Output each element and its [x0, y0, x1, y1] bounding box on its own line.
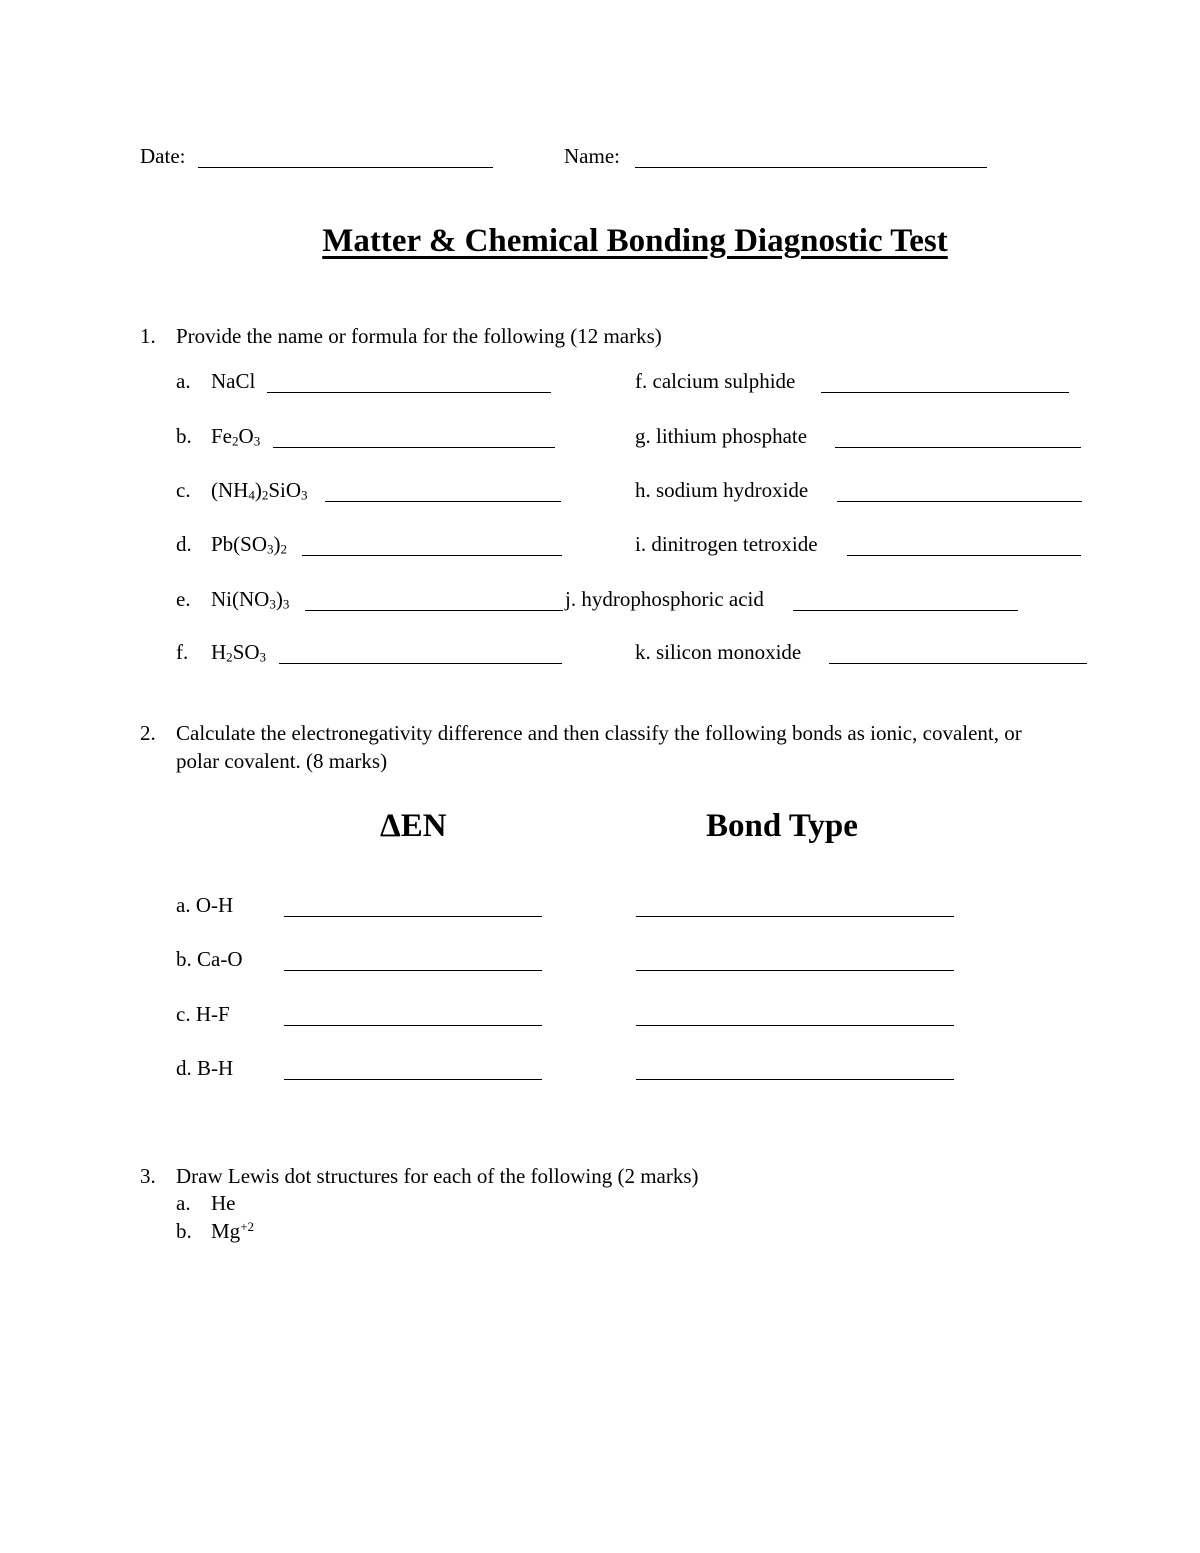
q1-answer-line-name-g[interactable]: [835, 447, 1081, 448]
q1-letter-b: b.: [176, 424, 192, 448]
q2-type-line-d[interactable]: [636, 1079, 954, 1080]
q3-number: 3.: [140, 1164, 156, 1188]
q1-name-f: f. calcium sulphide: [635, 369, 796, 393]
q2-bond-d: d. B-H: [176, 1056, 234, 1080]
q3-item-b: $Mg^{+2}$: [211, 1218, 255, 1243]
date-label: Date:: [140, 144, 186, 168]
q1-answer-line-a[interactable]: [267, 392, 551, 393]
q1-name-j: j. hydrophosphoric acid: [565, 587, 764, 611]
q3-letter-a: a.: [176, 1191, 191, 1215]
name-line[interactable]: [635, 167, 987, 168]
q2-number: 2.: [140, 721, 156, 745]
q1-formula-d: $Pb(SO_3)_2$: [211, 532, 288, 557]
q2-en-line-d[interactable]: [284, 1079, 542, 1080]
col-header-delta-en: ΔEN: [380, 808, 447, 844]
q2-bond-b: b. Ca-O: [176, 947, 243, 971]
q1-answer-line-name-i[interactable]: [847, 555, 1081, 556]
q2-en-line-c[interactable]: [284, 1025, 542, 1026]
q2-bond-c: c. H-F: [176, 1002, 230, 1026]
q1-formula-b: $Fe_2O_3$: [211, 424, 261, 449]
q3-prompt: Draw Lewis dot structures for each of the following (2 marks): [176, 1164, 699, 1188]
q1-answer-line-name-k[interactable]: [829, 663, 1087, 664]
q1-answer-line-f[interactable]: [279, 663, 562, 664]
q1-formula-f: $H_2SO_3$: [211, 640, 267, 665]
q1-number: 1.: [140, 324, 156, 348]
q1-name-k: k. silicon monoxide: [635, 640, 802, 664]
q1-answer-line-d[interactable]: [302, 555, 562, 556]
q1-letter-f: f.: [176, 640, 189, 664]
q1-name-h: h. sodium hydroxide: [635, 478, 809, 502]
q2-type-line-c[interactable]: [636, 1025, 954, 1026]
q2-type-line-a[interactable]: [636, 916, 954, 917]
date-field: [140, 144, 185, 169]
name-field: [564, 144, 620, 169]
q1-formula-e: $Ni(NO_3)_3$: [211, 587, 290, 612]
date-line[interactable]: [198, 167, 493, 168]
q2-prompt-line1: Calculate the electronegativity difference and then classify the following bonds as ionic, covalent, or: [176, 721, 1022, 745]
col-header-bond-type: Bond Type: [706, 808, 858, 844]
q1-answer-line-name-j[interactable]: [793, 610, 1018, 611]
q3-item-a: He: [211, 1191, 236, 1215]
q2-prompt-line2: polar covalent. (8 marks): [176, 749, 388, 773]
q1-name-i: i. dinitrogen tetroxide: [635, 532, 818, 556]
q1-answer-line-b[interactable]: [273, 447, 555, 448]
q1-letter-c: c.: [176, 478, 191, 502]
q2-type-line-b[interactable]: [636, 970, 954, 971]
q1-answer-line-e[interactable]: [305, 610, 563, 611]
q1-name-g: g. lithium phosphate: [635, 424, 808, 448]
q2-en-line-b[interactable]: [284, 970, 542, 971]
q1-letter-e: e.: [176, 587, 191, 611]
q1-formula-a: NaCl: [211, 369, 256, 393]
q1-letter-a: a.: [176, 369, 191, 393]
q1-letter-d: d.: [176, 532, 192, 556]
q3-letter-b: b.: [176, 1219, 192, 1243]
q1-prompt: Provide the name or formula for the following (12 marks): [176, 324, 662, 348]
q1-answer-line-c[interactable]: [325, 501, 561, 502]
page-title: Matter & Chemical Bonding Diagnostic Test: [322, 223, 948, 259]
q2-en-line-a[interactable]: [284, 916, 542, 917]
name-label: Name:: [564, 144, 620, 168]
q2-bond-a: a. O-H: [176, 893, 234, 917]
q1-answer-line-name-f[interactable]: [821, 392, 1069, 393]
q1-formula-c: $(NH_4)_2SiO_3$: [211, 478, 308, 503]
q1-answer-line-name-h[interactable]: [837, 501, 1082, 502]
